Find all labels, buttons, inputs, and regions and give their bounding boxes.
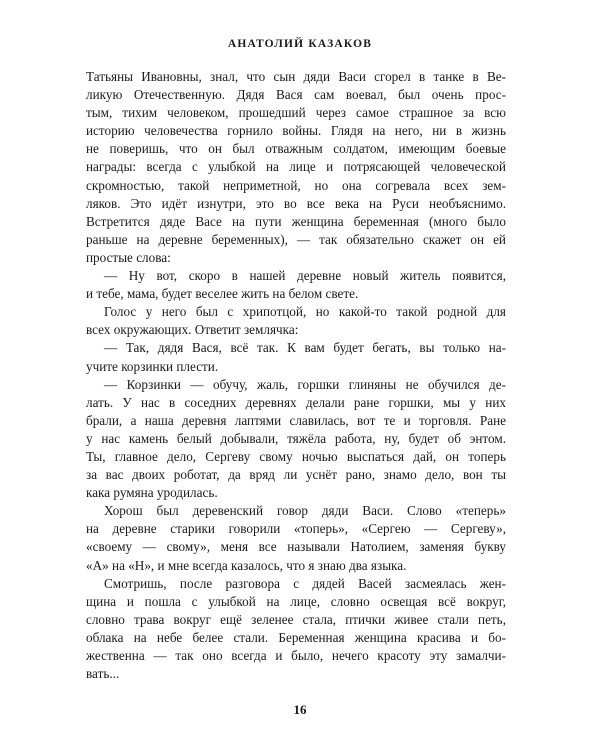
text-line: раньше на деревне беременных), — так обязательно скажет он ей: [86, 231, 506, 247]
text-line: и тебе, мама, будет веселее жить на белом свете.: [86, 286, 359, 302]
running-head: АНАТОЛИЙ КАЗАКОВ: [227, 38, 373, 50]
text-line: жественна — так оно всегда и было, нечего красоту эту замалчи-: [86, 648, 506, 663]
text-line: учите корзинки плести.: [86, 358, 219, 374]
text-line: награды: всегда с улыбкой на лице и потрясающей человеческой: [86, 159, 506, 175]
text-line: Встретится дяде Васе на пути женщина беременная (много было: [86, 213, 506, 229]
text-line: Ты, главное дело, Сергеву свому ночью выспаться дай, он топерь: [86, 448, 506, 464]
paragraph: [86, 339, 506, 375]
body-text: [86, 68, 506, 683]
text-line: не поверишь, что он был отважным солдатом, имеющим боевые: [86, 141, 506, 157]
text-line: облака на небе белее стали. Беременная женщина красива и бо-: [86, 629, 506, 645]
text-line: Голос у него был с хрипотцой, но какой-то такой родной для: [104, 304, 506, 320]
text-line: Смотришь, после разговора с дядей Васей засмеялась жен-: [104, 575, 506, 591]
text-line: ликую Отечественную. Дядя Вася сам воевал, был очень прос-: [86, 87, 506, 103]
paragraph: [86, 303, 506, 339]
text-line: Хорош был деревенский говор дяди Васи. Слово «теперь»: [104, 503, 506, 519]
paragraph: [86, 267, 506, 303]
text-line: скромностью, такой неприметной, но она согревала всех зем-: [86, 177, 506, 193]
text-line: — Ну вот, скоро в нашей деревне новый житель появится,: [104, 268, 506, 284]
text-line: — Так, дядя Вася, всё так. К вам будет бегать, вы только на-: [104, 340, 506, 356]
text-line: простые слова:: [86, 249, 171, 265]
text-line: лать. У нас в соседних деревнях делали ране горшки, мы у них: [86, 394, 506, 410]
paragraph: [86, 502, 506, 574]
text-line: Татьяны Ивановны, знал, что сын дяди Васи сгорел в танке в Ве-: [86, 69, 506, 84]
text-line: у нас камень белый добывали, тяжёла работа, ну, будет об энтом.: [86, 430, 506, 446]
text-line: брали, а наша деревня лаптями славилась, вот те и торговля. Ране: [86, 412, 506, 428]
text-line: ляков. Это идёт изнутри, это во все века на Руси необъяснимо.: [86, 195, 506, 211]
text-line: всех окружающих. Ответит землячка:: [86, 322, 299, 338]
text-line: — Корзинки — обучу, жаль, горшки глиняны не обучился де-: [104, 376, 506, 392]
text-line: «А» на «Н», и мне всегда казалось, что я знаю два языка.: [86, 557, 407, 573]
page-number: 16: [293, 702, 307, 717]
paragraph: [86, 376, 506, 503]
text-line: кака румяна уродилась.: [86, 485, 218, 501]
paragraph: [86, 575, 506, 684]
text-line: за вас двоих роботат, да вряд ли уснёт рано, знамо дело, вон ты: [86, 467, 506, 483]
paragraph: [86, 68, 506, 267]
text-line: «своему — свому», меня все называли Натолием, заменяя букву: [86, 539, 506, 555]
text-line: щина и пошла с улыбкой на лице, словно освещая всё вокруг,: [86, 593, 506, 609]
text-line: тым, тихим человеком, прошедший через самое страшное за всю: [86, 105, 506, 121]
text-line: вать...: [86, 666, 120, 682]
text-line: историю человечества горнило войны. Глядя на него, ни в жизнь: [86, 123, 506, 139]
text-line: словно трава вокруг ещё зеленее стала, птички живее стали петь,: [86, 611, 506, 627]
text-line: на деревне старики говорили «топерь», «Сергею — Сергеву»,: [86, 521, 506, 537]
